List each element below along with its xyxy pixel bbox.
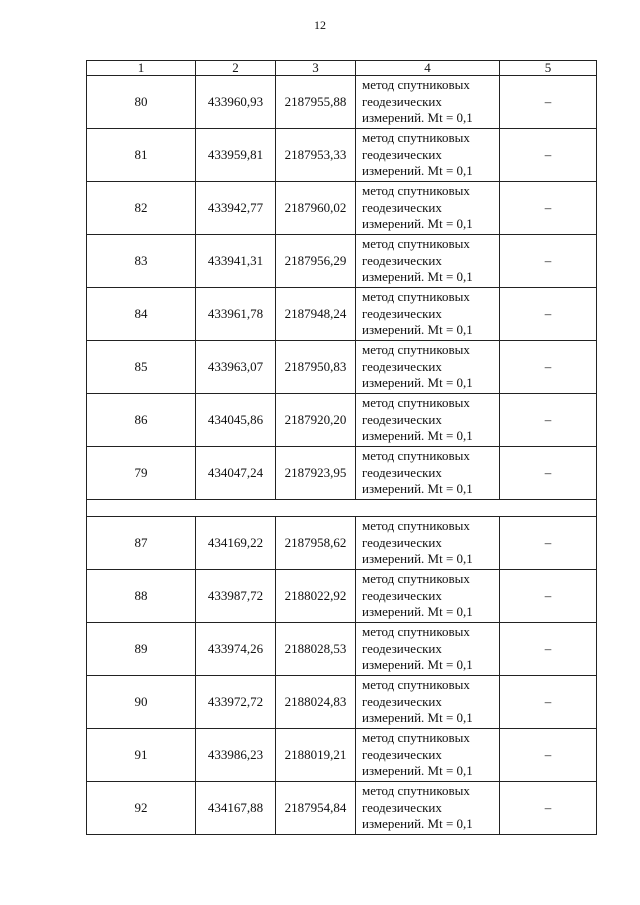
method-line: геодезических [362, 305, 442, 321]
coord-x: 434169,22 [196, 517, 276, 570]
method-cell [356, 394, 500, 447]
table-row [87, 182, 597, 235]
point-number: 92 [87, 782, 196, 835]
note-cell: – [500, 76, 597, 129]
method-line: геодезических [362, 799, 442, 815]
note-cell: – [500, 782, 597, 835]
note-cell: – [500, 288, 597, 341]
method-line: измерений. Mt = 0,1 [362, 428, 473, 444]
note-cell: – [500, 235, 597, 288]
coord-x: 433960,93 [196, 76, 276, 129]
table-row [87, 623, 597, 676]
page-number: 12 [314, 18, 326, 32]
note-cell: – [500, 623, 597, 676]
method-line: геодезических [362, 746, 442, 762]
method-cell [356, 182, 500, 235]
table-row [87, 288, 597, 341]
coord-y: 2187950,83 [276, 341, 356, 394]
coord-x: 433963,07 [196, 341, 276, 394]
method-cell [356, 782, 500, 835]
note-cell: – [500, 129, 597, 182]
method-line: измерений. Mt = 0,1 [362, 657, 473, 673]
method-cell [356, 235, 500, 288]
method-line: геодезических [362, 464, 442, 480]
coord-y: 2188019,21 [276, 729, 356, 782]
method-cell [356, 288, 500, 341]
table-row [87, 729, 597, 782]
method-line: геодезических [362, 252, 442, 268]
method-line: метод спутниковых [362, 289, 470, 305]
header-col-2: 2 [196, 61, 276, 76]
note-cell: – [500, 394, 597, 447]
method-line: метод спутниковых [362, 130, 470, 146]
method-cell [356, 341, 500, 394]
header-col-1: 1 [87, 61, 196, 76]
method-line: метод спутниковых [362, 448, 470, 464]
note-cell: – [500, 182, 597, 235]
point-number: 85 [87, 341, 196, 394]
point-number: 88 [87, 570, 196, 623]
coord-x: 433942,77 [196, 182, 276, 235]
method-line: метод спутниковых [362, 183, 470, 199]
coord-x: 433972,72 [196, 676, 276, 729]
point-number: 82 [87, 182, 196, 235]
coord-y: 2187960,02 [276, 182, 356, 235]
table-row [87, 394, 597, 447]
table-row [87, 129, 597, 182]
coord-y: 2187958,62 [276, 517, 356, 570]
table-row [87, 570, 597, 623]
point-number: 90 [87, 676, 196, 729]
coord-x: 434047,24 [196, 447, 276, 500]
coord-x: 433987,72 [196, 570, 276, 623]
method-cell [356, 729, 500, 782]
table-row [87, 782, 597, 835]
method-line: метод спутниковых [362, 677, 470, 693]
table-header-row [87, 61, 597, 76]
note-cell: – [500, 341, 597, 394]
coord-y: 2188028,53 [276, 623, 356, 676]
coord-x: 433974,26 [196, 623, 276, 676]
method-line: измерений. Mt = 0,1 [362, 375, 473, 391]
table-row [87, 341, 597, 394]
method-cell [356, 570, 500, 623]
coordinates-table [86, 60, 597, 835]
method-line: измерений. Mt = 0,1 [362, 481, 473, 497]
table-separator-row [87, 500, 597, 517]
coord-y: 2187954,84 [276, 782, 356, 835]
method-line: геодезических [362, 534, 442, 550]
method-line: метод спутниковых [362, 624, 470, 640]
method-line: геодезических [362, 587, 442, 603]
coord-x: 433941,31 [196, 235, 276, 288]
method-cell [356, 447, 500, 500]
method-line: геодезических [362, 199, 442, 215]
coord-y: 2187956,29 [276, 235, 356, 288]
note-cell: – [500, 676, 597, 729]
coord-y: 2187953,33 [276, 129, 356, 182]
method-line: геодезических [362, 358, 442, 374]
table-row [87, 76, 597, 129]
separator-cell [87, 500, 597, 517]
method-line: геодезических [362, 411, 442, 427]
method-line: геодезических [362, 693, 442, 709]
table-row [87, 676, 597, 729]
method-line: геодезических [362, 93, 442, 109]
method-line: метод спутниковых [362, 395, 470, 411]
method-cell [356, 129, 500, 182]
method-line: метод спутниковых [362, 518, 470, 534]
method-cell [356, 623, 500, 676]
table-row [87, 447, 597, 500]
method-line: измерений. Mt = 0,1 [362, 269, 473, 285]
method-cell [356, 676, 500, 729]
method-line: метод спутниковых [362, 342, 470, 358]
method-cell [356, 76, 500, 129]
method-line: метод спутниковых [362, 236, 470, 252]
method-line: измерений. Mt = 0,1 [362, 216, 473, 232]
point-number: 81 [87, 129, 196, 182]
coord-x: 434045,86 [196, 394, 276, 447]
point-number: 80 [87, 76, 196, 129]
method-line: измерений. Mt = 0,1 [362, 710, 473, 726]
method-line: метод спутниковых [362, 77, 470, 93]
method-line: геодезических [362, 640, 442, 656]
coord-y: 2187955,88 [276, 76, 356, 129]
method-line: измерений. Mt = 0,1 [362, 604, 473, 620]
point-number: 89 [87, 623, 196, 676]
method-line: геодезических [362, 146, 442, 162]
point-number: 87 [87, 517, 196, 570]
method-line: измерений. Mt = 0,1 [362, 763, 473, 779]
note-cell: – [500, 729, 597, 782]
coord-x: 434167,88 [196, 782, 276, 835]
method-line: метод спутниковых [362, 571, 470, 587]
table-row [87, 517, 597, 570]
method-line: метод спутниковых [362, 730, 470, 746]
note-cell: – [500, 570, 597, 623]
coord-y: 2187948,24 [276, 288, 356, 341]
coord-x: 433986,23 [196, 729, 276, 782]
coord-x: 433961,78 [196, 288, 276, 341]
note-cell: – [500, 447, 597, 500]
coord-y: 2187923,95 [276, 447, 356, 500]
note-cell: – [500, 517, 597, 570]
point-number: 83 [87, 235, 196, 288]
method-cell [356, 517, 500, 570]
point-number: 91 [87, 729, 196, 782]
point-number: 84 [87, 288, 196, 341]
header-col-3: 3 [276, 61, 356, 76]
point-number: 79 [87, 447, 196, 500]
coord-y: 2188022,92 [276, 570, 356, 623]
method-line: измерений. Mt = 0,1 [362, 551, 473, 567]
coord-y: 2188024,83 [276, 676, 356, 729]
coord-x: 433959,81 [196, 129, 276, 182]
method-line: метод спутниковых [362, 783, 470, 799]
method-line: измерений. Mt = 0,1 [362, 110, 473, 126]
header-col-5: 5 [500, 61, 597, 76]
method-line: измерений. Mt = 0,1 [362, 163, 473, 179]
method-line: измерений. Mt = 0,1 [362, 816, 473, 832]
method-line: измерений. Mt = 0,1 [362, 322, 473, 338]
table-row [87, 235, 597, 288]
header-col-4: 4 [356, 61, 500, 76]
point-number: 86 [87, 394, 196, 447]
coord-y: 2187920,20 [276, 394, 356, 447]
